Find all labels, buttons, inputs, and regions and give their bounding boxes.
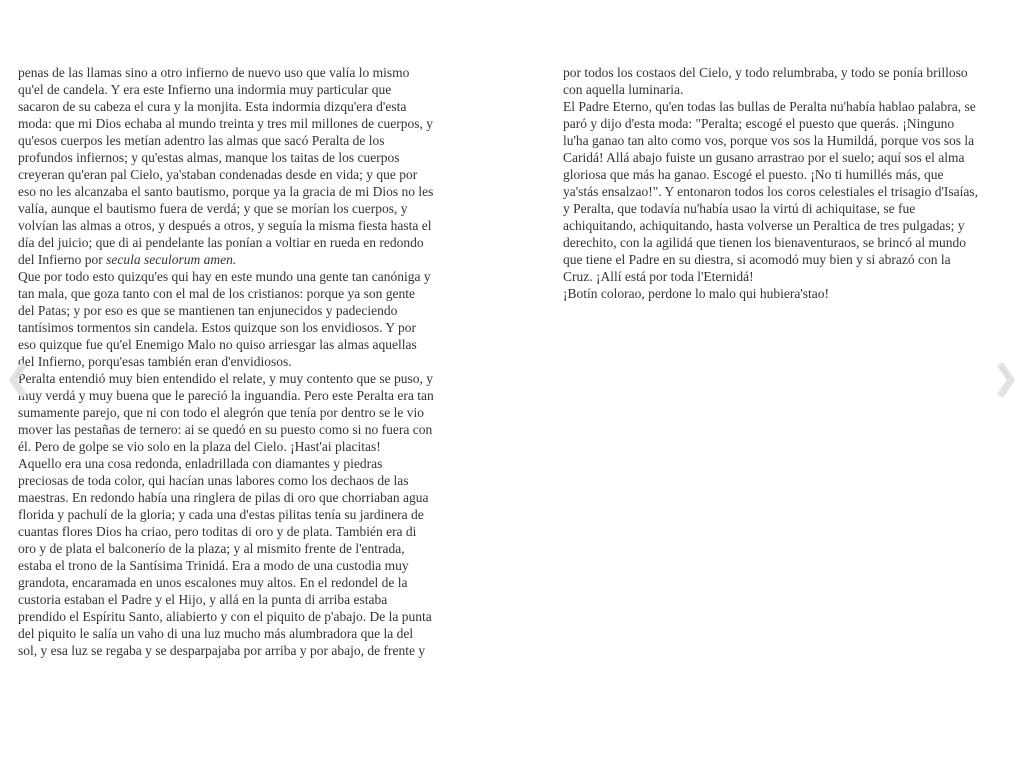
text-line: achiquitando, achiquitando, hasta volverse un Peraltica de tres pulgadas; y <box>563 218 965 233</box>
text-line: valía, aunque el bautismo fuera de verdá; y que se morían los cuerpos, y <box>18 201 408 216</box>
text-line: ¡Botín colorao, perdone lo malo qui hubiera'stao! <box>563 286 829 301</box>
text-line: Aquello era una cosa redonda, enladrillada con diamantes y piedras <box>18 456 383 471</box>
previous-page-button[interactable] <box>4 358 32 402</box>
next-page-button[interactable] <box>992 358 1020 402</box>
text-line: gloriosa que más ha ganao. Escogé el puesto. ¡No ti humillés más, que <box>563 167 944 182</box>
text-line: florida y pachulí de la gloria; y cada una d'estas pilitas tenía su jardinera de <box>18 507 424 522</box>
chevron-left-icon <box>6 360 30 400</box>
text-line: qu'esos cuerpos les metían adentro las almas que sacó Peralta de los <box>18 133 385 148</box>
text-line: custoria estaban el Padre y el Hijo, y allá en la punta di arriba estaba <box>18 592 388 607</box>
text-line: prendido el Espíritu Santo, aliabierto y con el piquito de p'abajo. De la punta <box>18 609 432 624</box>
text-line: por todos los costaos del Cielo, y todo relumbraba, y todo se ponía brilloso <box>563 65 968 80</box>
text-line: Peralta entendió muy bien entendido el relate, y muy contento que se puso, y <box>18 371 434 386</box>
text-line: y Peralta, que todavía nu'había usao la virtú di achiquitase, se fue <box>563 201 916 216</box>
text-line: grandota, encaramada en unos escalones muy altos. En el redondel de la <box>18 575 408 590</box>
right-text-column <box>563 64 1015 302</box>
text-line: sol, y esa luz se regaba y se desparpajaba por arriba y por abajo, de frente y <box>18 643 426 658</box>
text-line: estaba el trono de la Santísima Trinidá. Era a modo de una custodia muy <box>18 558 409 573</box>
text-line: lu'ha ganao tan alto como vos, porque vos sos la Humildá, porque vos sos la <box>563 133 975 148</box>
left-text-column <box>18 64 470 659</box>
text-line: paró y dijo d'esta moda: "Peralta; escogé el puesto que querás. ¡Ninguno <box>563 116 955 131</box>
text-line: penas de las llamas sino a otro infierno de nuevo uso que valía lo mismo <box>18 65 410 80</box>
text-line: Caridá! Allá abajo fuiste un gusano arrastrao por el suelo; aquí sos el alma <box>563 150 965 165</box>
text-line: que tiene el Padre en su diestra, si acomodó muy bien y si abrazó con la <box>563 252 951 267</box>
text-line: moda: que mi Dios echaba al mundo treinta y tres mil millones de cuerpos, y <box>18 116 434 131</box>
text-line: creyeran qu'eran pal Cielo, ya'staban condenadas desde en vida; y que por <box>18 167 418 182</box>
text-line: ya'stás ensalzao!". Y entonaron todos los coros celestiales el trisagio d'Isaías, <box>563 184 979 199</box>
text-line: maestras. En redondo había una ringlera de pilas di oro que chorriaban agua <box>18 490 429 505</box>
text-line: mover las pestañas de ternero: ai se quedó en su puesto como si no fuera con <box>18 422 433 437</box>
text-line: profundos infiernos; y qu'estas almas, manque los taitas de los cuerpos <box>18 150 400 165</box>
text-line: tantísimos tormentos sin candela. Estos quizque son los envidiosos. Y por <box>18 320 416 335</box>
text-line: Cruz. ¡Allí está por toda l'Eternidá! <box>563 269 754 284</box>
text-line: qu'el de candela. Y era este Infierno una indormia muy particular que <box>18 82 392 97</box>
text-line: eso quizque fue qu'el Enemigo Malo no quiso arriesgar las almas aquellas <box>18 337 417 352</box>
text-line: muy verdá y muy buena que le pareció la inguandia. Pero este Peralta era tan <box>18 388 434 403</box>
chevron-right-icon <box>994 360 1018 400</box>
text-line: Que por todo esto quizqu'es qui hay en este mundo una gente tan canóniga y <box>18 269 431 284</box>
text-line: sacaron de su cabeza el cura y la monjita. Esta indormia dizqu'era d'esta <box>18 99 407 114</box>
text-line: derechito, con la agilidá que tienen los bienaventuraos, se brincó al mundo <box>563 235 966 250</box>
text-line: con aquella luminaria. <box>563 82 684 97</box>
text-line: tan mala, que goza tanto con el mal de los cristianos: porque ya son gente <box>18 286 416 301</box>
text-line: del Infierno, porqu'esas también eran d'envidiosos. <box>18 354 292 369</box>
text-line: preciosas de toda color, qui hacían unas labores como los dechaos de las <box>18 473 409 488</box>
text-line: sumamente parejo, que ni con todo el alegrón que tenía por dentro se le vio <box>18 405 424 420</box>
text-line: El Padre Eterno, qu'en todas las bullas de Peralta nu'había hablao palabra, se <box>563 99 976 114</box>
text-line: volvían las almas a otros, y después a otros, y seguía la misma fiesta hasta el <box>18 218 432 233</box>
text-line: día del juicio; que di ai pendelante las ponían a voltiar en rueda en redondo <box>18 235 424 250</box>
text-line: del piquito le salía un vaho di una luz mucho más alumbradora que la del <box>18 626 414 641</box>
text-line: del Infierno por secula seculorum amen. <box>18 252 237 267</box>
text-line: del Patas; y por eso es que se mantienen tan enjunecidos y padeciendo <box>18 303 398 318</box>
text-line: él. Pero de golpe se vio solo en la plaza del Cielo. ¡Hast'ai placitas! <box>18 439 381 454</box>
text-line: oro y de plata el balconerío de la plaza; y al mismito frente de l'entrada, <box>18 541 405 556</box>
text-line: eso no les alcanzaba el santo bautismo, porque ya la gracia de mi Dios no les <box>18 184 434 199</box>
text-line: cuantas flores Dios ha criao, pero toditas di oro y de plata. También era di <box>18 524 417 539</box>
